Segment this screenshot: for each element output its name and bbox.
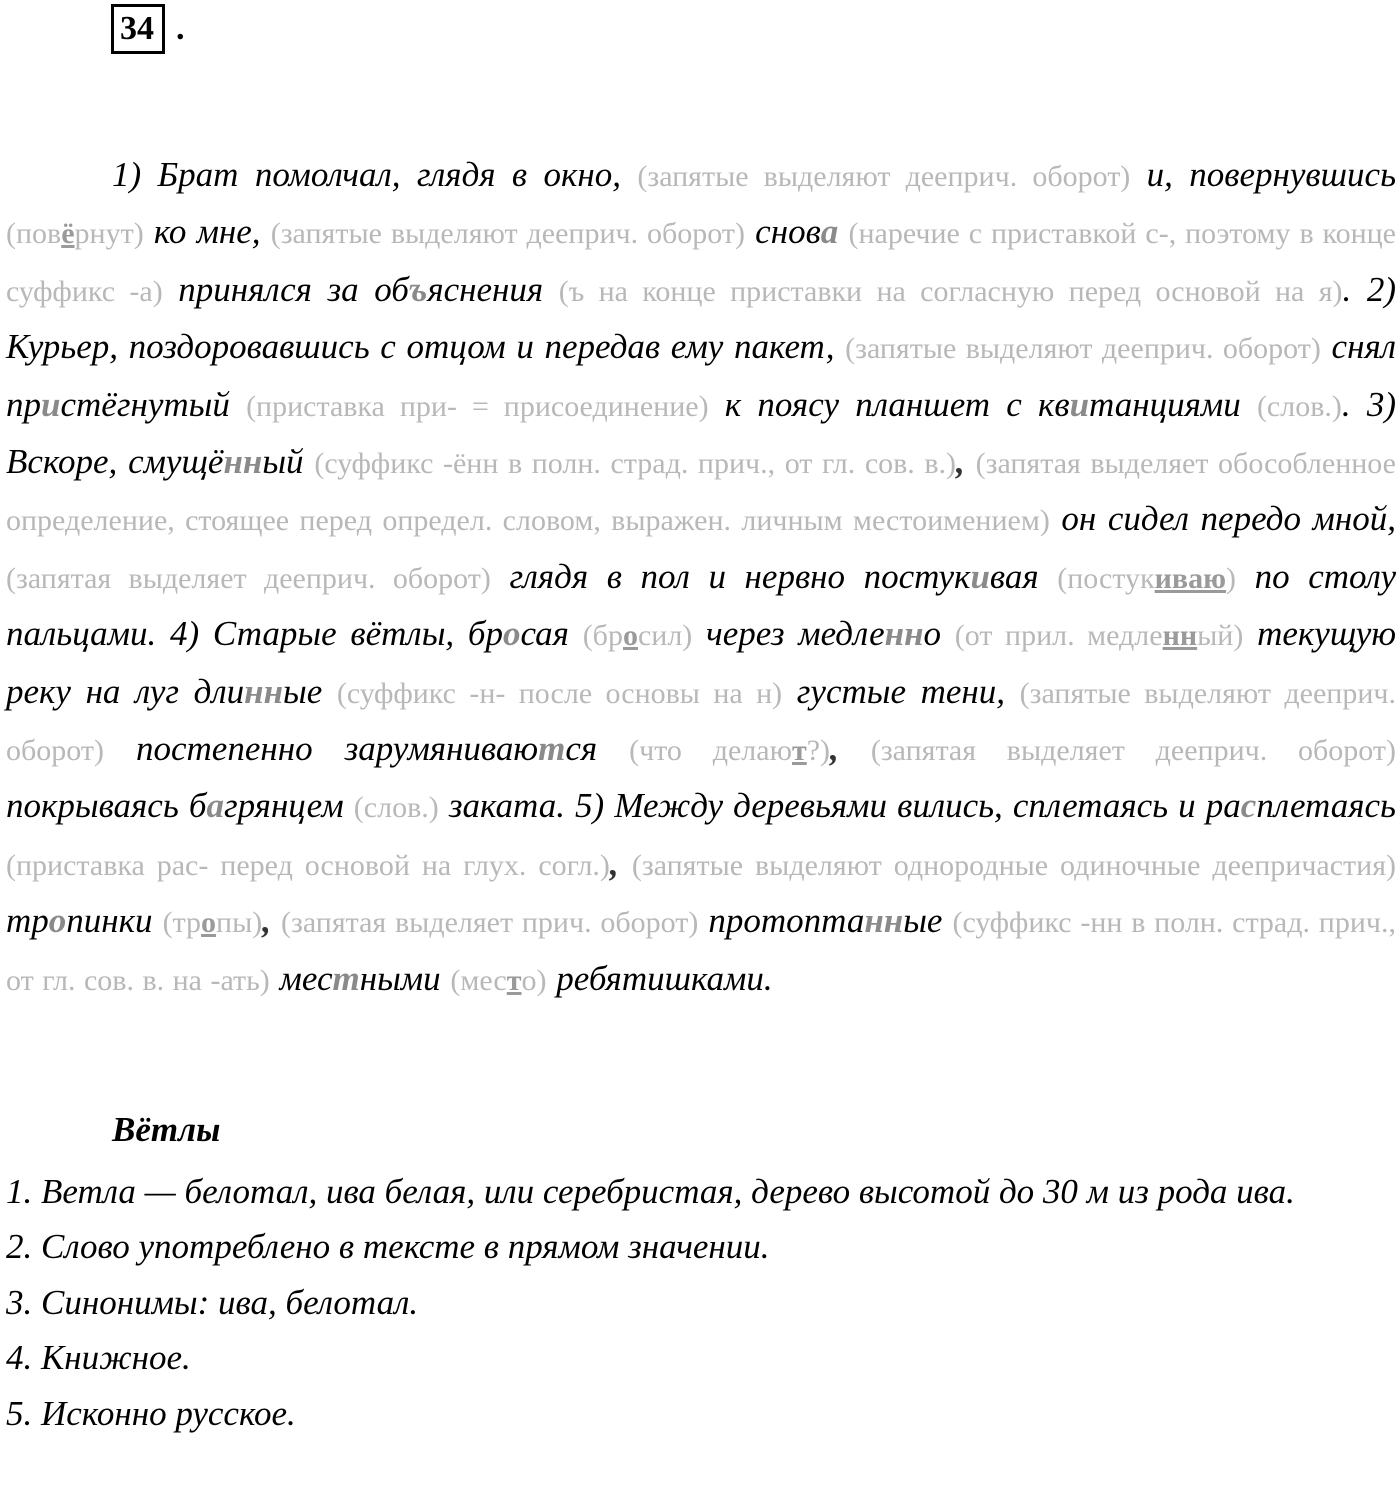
punctuation: , [609, 843, 632, 883]
main-text: густые тени, [782, 671, 1020, 711]
main-text: о [923, 614, 955, 654]
note: (запятая выделяет обособленное определение, стоящее перед определ. словом, выражен. личным местоимением) [6, 447, 1396, 538]
definition-item: 1. Ветла — белотал, ива белая, или серебристая, дерево высотой до 30 м из рода ива. [6, 1172, 1295, 1211]
note: (запятая выделяет дееприч. оборот) [870, 734, 1396, 768]
note: (слов.) [353, 791, 439, 825]
main-text: вая [989, 556, 1058, 596]
highlight-letter: т [538, 729, 566, 769]
main-text: глядя в пол и нервно постук [490, 556, 971, 596]
highlight-letter: о [503, 614, 521, 654]
highlight-letter: с [1240, 786, 1257, 826]
note-highlight: т [791, 734, 807, 768]
main-text: . 2) Курьер, поздоровавшись с отцом и передав ему пакет, [6, 269, 1396, 367]
highlight-letter: а [820, 212, 839, 252]
main-text: . 3) Вскоре, смущё [6, 384, 1396, 482]
main-text: снял пр [6, 327, 1396, 424]
note: ) [1226, 561, 1237, 595]
note: сил) [637, 619, 693, 653]
note-highlight: ё [61, 217, 75, 251]
main-text: ко мне, [143, 212, 271, 252]
main-text: по столу пальцами. 4) Старые вётлы, бр [6, 556, 1396, 654]
punctuation: , [830, 729, 871, 769]
main-text: 1) Брат помолчал, глядя в окно, [112, 155, 638, 194]
main-text: снов [745, 212, 821, 252]
main-text: мес [269, 958, 333, 998]
main-text: и, повернувшись [1130, 155, 1397, 194]
main-text: грянцем [223, 786, 354, 826]
main-text: покрываясь б [6, 786, 207, 826]
definition-item: 3. Синонимы: ива, белотал. [6, 1282, 419, 1322]
highlight-letter: ъ [408, 269, 428, 309]
note-highlight: о [622, 619, 638, 653]
main-text: ными [359, 958, 451, 998]
main-text: принялся за об [162, 269, 409, 309]
note: (запятая выделяет дееприч. оборот) [6, 561, 491, 595]
note: (запятая выделяет прич. оборот) [281, 906, 699, 940]
note-highlight: о [201, 906, 217, 940]
definition-item: 5. Исконно русское. [6, 1393, 296, 1433]
punctuation: , [262, 901, 282, 941]
highlight-letter: и [41, 384, 61, 424]
definition-item: 2. Слово употреблено в тексте в прямом значении. [6, 1227, 770, 1267]
definition-list [6, 1164, 1396, 1441]
highlight-letter: и [1069, 384, 1090, 424]
main-text: ые [283, 671, 337, 711]
main-text: пинки [66, 901, 163, 941]
exercise-number: 34 [111, 4, 165, 54]
main-text: танциями [1089, 384, 1257, 424]
main-text: к поясу планшет с кв [708, 384, 1070, 424]
note-highlight: иваю [1154, 561, 1227, 595]
highlight-letter: нн [223, 442, 263, 482]
main-text [838, 212, 848, 251]
highlight-letter: т [332, 958, 360, 998]
main-text: ые [903, 901, 953, 941]
note: (суффикс -ённ в полн. страд. прич., от гл. сов. в.) [314, 447, 957, 481]
main-text: протопта [698, 901, 865, 941]
main-text: сая [520, 614, 583, 654]
note: ?) [806, 734, 831, 768]
note: (суффикс -н- после основы на н) [336, 676, 783, 710]
highlight-letter: а [206, 786, 224, 826]
note: (ъ на конце приставки на согласную перед основой на я) [558, 274, 1343, 308]
note: пы) [216, 906, 263, 940]
note: (приставка рас- перед основой на глух. согл.) [6, 848, 610, 882]
note: ый) [1197, 619, 1244, 653]
note: (наречие с приставкой с-, поэтому в конце суффикс -а) [6, 217, 1396, 308]
main-text: ый [262, 442, 315, 482]
main-text: тр [6, 901, 49, 941]
main-text: через медле [692, 614, 885, 654]
note: (бр [582, 619, 623, 653]
note: (мес [450, 963, 507, 997]
highlight-letter: о [48, 901, 67, 941]
note: (слов.) [1256, 389, 1342, 423]
note: (запятые выделяют дееприч. оборот) [845, 332, 1321, 366]
main-text: он сидел передо мной, [1049, 499, 1396, 539]
highlight-letter: и [970, 556, 990, 596]
note: (приставка при- = присоединение) [246, 389, 709, 423]
note: (запятые выделяют однородные одиночные деепричастия) [631, 848, 1397, 882]
definition-item: 4. Книжное. [6, 1338, 191, 1378]
exercise-text [6, 147, 1396, 1008]
note: (от прил. медле [954, 619, 1163, 653]
punctuation: , [956, 442, 976, 482]
note: (запятые выделяют дееприч. оборот) [637, 160, 1131, 193]
main-text: яснения [427, 269, 559, 309]
main-text: плетаясь [1256, 786, 1396, 826]
highlight-letter: нн [244, 671, 284, 711]
note: (постук [1057, 561, 1155, 595]
note: (запятые выделяют дееприч. оборот) [6, 676, 1397, 768]
note: (пов [6, 217, 62, 251]
note-highlight: нн [1162, 619, 1198, 653]
highlight-letter: нн [884, 614, 924, 654]
main-text: заката. 5) Между деревьями вились, сплетаясь и ра [438, 786, 1241, 826]
main-text: постепенно зарумяниваю [103, 729, 539, 769]
main-text: ребятишками. [546, 958, 773, 998]
note: (тр [162, 906, 202, 940]
section-title: Вётлы [112, 1110, 221, 1149]
note: (суффикс -нн в полн. страд. прич., от гл. сов. в. на -ать) [6, 906, 1396, 997]
main-text: текущую реку на луг дли [6, 614, 1396, 711]
note: (что делаю [629, 734, 792, 768]
exercise-number-dot: . [176, 10, 185, 47]
note: рнут) [74, 217, 144, 251]
note: о) [521, 963, 547, 997]
main-text: стёгнутый [60, 384, 247, 424]
main-text: ся [565, 729, 630, 769]
note: (запятые выделяют дееприч. оборот) [270, 217, 746, 251]
note-highlight: т [506, 963, 522, 997]
highlight-letter: нн [864, 901, 904, 941]
